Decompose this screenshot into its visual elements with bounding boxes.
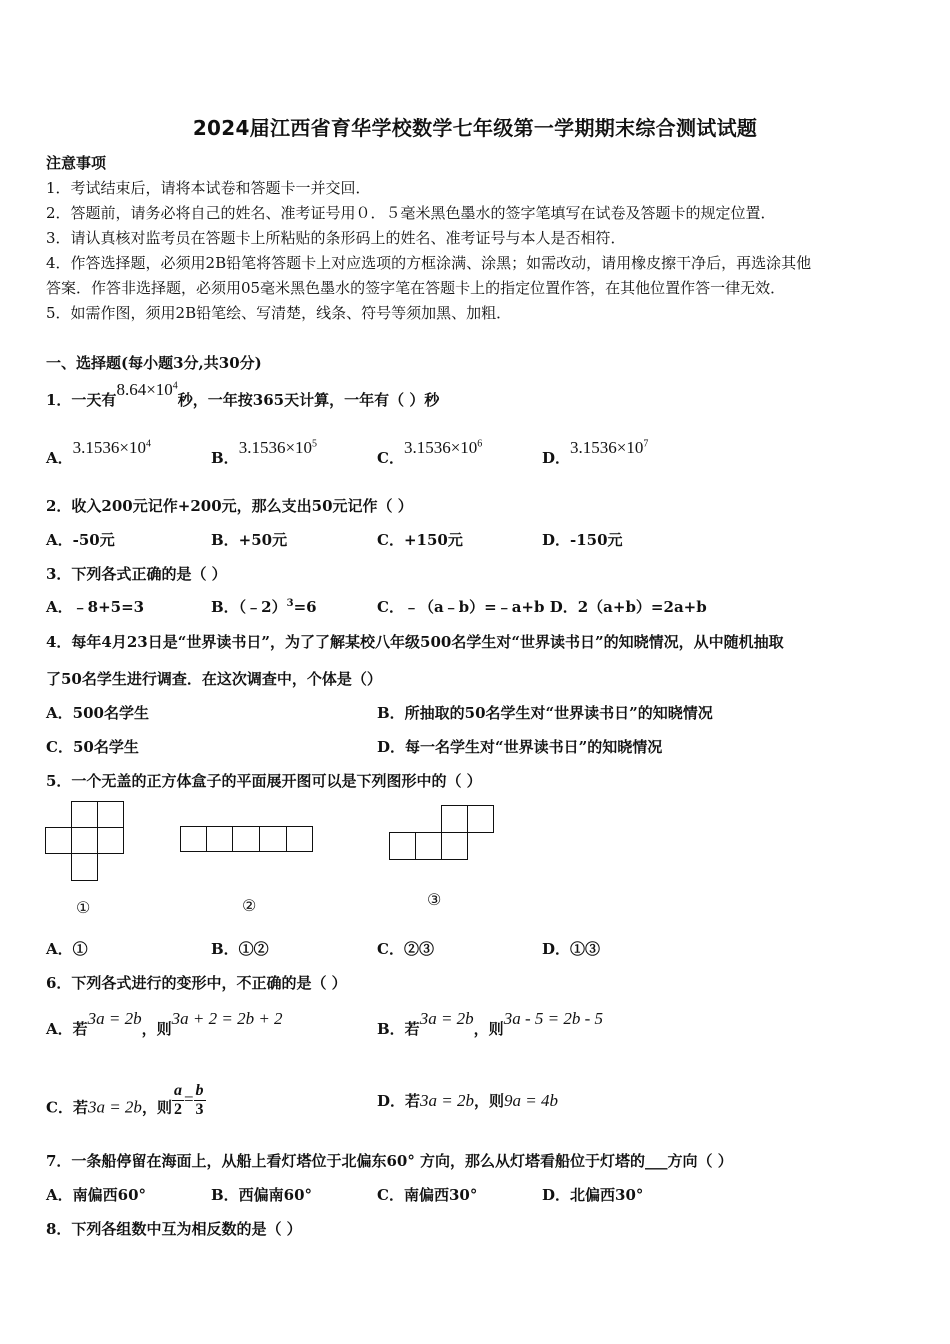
q1-base: 8.64×10 (116, 380, 173, 399)
option-label: A．若 (46, 1020, 88, 1038)
denominator: 2 (173, 1101, 182, 1118)
net-square (180, 826, 207, 852)
q2-option-b[interactable]: B．+50元 (211, 531, 288, 549)
q1-text-pre: 1．一天有 (46, 391, 117, 409)
figure-label-2: ② (242, 896, 257, 915)
option-base: 3.1536×10 (403, 438, 478, 457)
option-exponent: 3 (286, 598, 294, 609)
q6-option-c[interactable] (46, 1082, 206, 1127)
option-result: 3a + 2 = 2b + 2 (171, 1009, 283, 1028)
net-square (97, 801, 124, 828)
option-exponent: 7 (643, 438, 649, 450)
fraction (194, 1082, 206, 1119)
q7-option-a[interactable]: A．南偏西60° (46, 1186, 147, 1204)
question-3: 3．下列各式正确的是（ ） (46, 565, 227, 583)
q3-option-cd[interactable]: C．﹣（a﹣b）=﹣a+b D．2（a+b）=2a+b (377, 598, 707, 616)
q5-option-d[interactable]: D．①③ (542, 940, 601, 958)
question-5: 5．一个无盖的正方体盒子的平面展开图可以是下列图形中的（ ） (46, 772, 482, 790)
option-label: C． (377, 449, 404, 467)
fraction-equation (172, 1082, 206, 1119)
option-result: 3a - 5 = 2b - 5 (503, 1009, 603, 1028)
q5-option-a[interactable]: A．① (46, 940, 88, 958)
figure-label-3: ③ (427, 890, 442, 909)
q1-option-a[interactable] (46, 438, 151, 468)
net-square (45, 827, 72, 854)
net-square (97, 827, 124, 854)
net-square (286, 826, 313, 852)
option-label: B．若 (377, 1020, 420, 1038)
q5-option-c[interactable]: C．②③ (377, 940, 434, 958)
question-8: 8．下列各组数中互为相反数的是（ ） (46, 1220, 302, 1238)
option-exponent: 6 (477, 438, 483, 450)
net-square (71, 853, 98, 881)
net-square (441, 832, 468, 860)
page-title: 2024届江西省育华学校数学七年级第一学期期末综合测试试题 (192, 116, 758, 140)
option-base: 3.1536×10 (72, 438, 146, 457)
q3-option-a[interactable]: A．﹣8+5=3 (46, 598, 145, 616)
fraction (172, 1082, 184, 1119)
option-base: 3.1536×10 (570, 438, 644, 457)
net-square (206, 826, 233, 852)
q7-option-d[interactable]: D．北偏西30° (542, 1186, 644, 1204)
net-square (441, 805, 468, 833)
q2-option-c[interactable]: C．+150元 (377, 531, 463, 549)
option-condition: 3a = 2b (419, 1009, 474, 1028)
q2-option-d[interactable]: D．-150元 (542, 531, 623, 549)
q3-option-b[interactable] (211, 596, 317, 617)
net-square (389, 832, 416, 860)
figure-label-1: ① (76, 898, 91, 917)
q1-option-b[interactable] (211, 438, 318, 468)
numerator: b (195, 1082, 204, 1099)
q4-option-a[interactable]: A．500名学生 (46, 704, 149, 722)
question-7: 7．一条船停留在海面上，从船上看灯塔位于北偏东60° 方向，那么从灯塔看船位于灯塔的___方向（ ） (46, 1152, 733, 1170)
net-figure-1 (45, 801, 125, 881)
net-square (415, 832, 442, 860)
net-square (232, 826, 260, 852)
option-then: ，则 (473, 1020, 504, 1038)
q6-option-a[interactable] (46, 1009, 283, 1039)
net-square (71, 827, 98, 854)
option-label: C．若 (46, 1098, 88, 1117)
option-label: D． (542, 449, 571, 467)
question-6: 6．下列各式进行的变形中，不正确的是（ ） (46, 974, 347, 992)
question-4-line1: 4．每年4月23日是“世界读书日”，为了了解某校八年级500名学生对“世界读书日”的知晓情况，从中随机抽取 (46, 633, 784, 651)
q6-option-b[interactable] (377, 1009, 603, 1039)
option-condition: 3a = 2b (87, 1097, 142, 1117)
option-result: 9a = 4b (504, 1091, 558, 1110)
option-exponent: 4 (145, 438, 151, 450)
notice-item: 5．如需作图，须用2B铅笔绘、写清楚，线条、符号等须加黑、加粗． (46, 304, 512, 322)
net-figure-2 (180, 826, 313, 852)
q5-option-b[interactable]: B．①② (211, 940, 269, 958)
q1-expression (116, 380, 177, 399)
q7-option-b[interactable]: B．西偏南60° (211, 1186, 313, 1204)
option-then: ，则 (141, 1098, 172, 1117)
q4-option-b[interactable]: B．所抽取的50名学生对“世界读书日”的知晓情况 (377, 704, 713, 722)
notice-item: 2．答题前，请务必将自己的姓名、准考证号用０．５毫米黑色墨水的签字笔填写在试卷及答题卡的规定位置． (46, 204, 776, 222)
q1-exponent: 4 (172, 380, 178, 392)
denominator: 3 (195, 1101, 204, 1118)
net-figure-3 (389, 805, 494, 860)
notice-heading: 注意事项 (46, 154, 107, 172)
option-text: B．（﹣2） (211, 598, 287, 616)
q2-option-a[interactable]: A．-50元 (46, 531, 115, 549)
option-base: 3.1536×10 (238, 438, 313, 457)
option-label: D．若 (377, 1092, 421, 1110)
question-1 (46, 380, 440, 410)
option-text: =6 (293, 598, 317, 616)
q4-option-c[interactable]: C．50名学生 (46, 738, 139, 756)
net-square (259, 826, 287, 852)
option-label: B． (211, 449, 239, 467)
notice-item: 3．请认真核对监考员在答题卡上所粘贴的条形码上的姓名、准考证号与本人是否相符． (46, 229, 626, 247)
option-condition: 3a = 2b (420, 1091, 474, 1110)
q7-option-c[interactable]: C．南偏西30° (377, 1186, 478, 1204)
option-condition: 3a = 2b (87, 1009, 142, 1028)
q6-option-d[interactable] (377, 1090, 558, 1111)
q1-option-d[interactable] (542, 438, 649, 468)
option-then: ，则 (474, 1092, 505, 1110)
option-exponent: 5 (312, 438, 318, 450)
net-square (71, 801, 98, 828)
notice-item: 4．作答选择题，必须用2B铅笔将答题卡上对应选项的方框涂满、涂黑；如需改动，请用橡皮擦干净后，再选涂其他 (46, 254, 812, 272)
question-4-line2: 了50名学生进行调查．在这次调查中，个体是（） (46, 670, 382, 688)
option-label: A． (46, 449, 73, 467)
question-2: 2．收入200元记作+200元，那么支出50元记作（ ） (46, 497, 413, 515)
q1-option-c[interactable] (377, 438, 483, 468)
notice-item: 1．考试结束后，请将本试卷和答题卡一并交回． (46, 179, 371, 197)
q1-text-post: 秒，一年按365天计算，一年有（ ）秒 (177, 391, 440, 409)
net-square (467, 805, 494, 833)
numerator: a (173, 1082, 182, 1099)
equals-sign: = (183, 1089, 194, 1109)
q4-option-d[interactable]: D．每一名学生对“世界读书日”的知晓情况 (377, 738, 663, 756)
notice-item: 答案．作答非选择题，必须用05毫米黑色墨水的签字笔在答题卡上的指定位置作答，在其他位置作答一律无效． (46, 279, 786, 297)
section-heading: 一、选择题(每小题3分,共30分) (46, 354, 262, 372)
option-then: ，则 (141, 1020, 172, 1038)
